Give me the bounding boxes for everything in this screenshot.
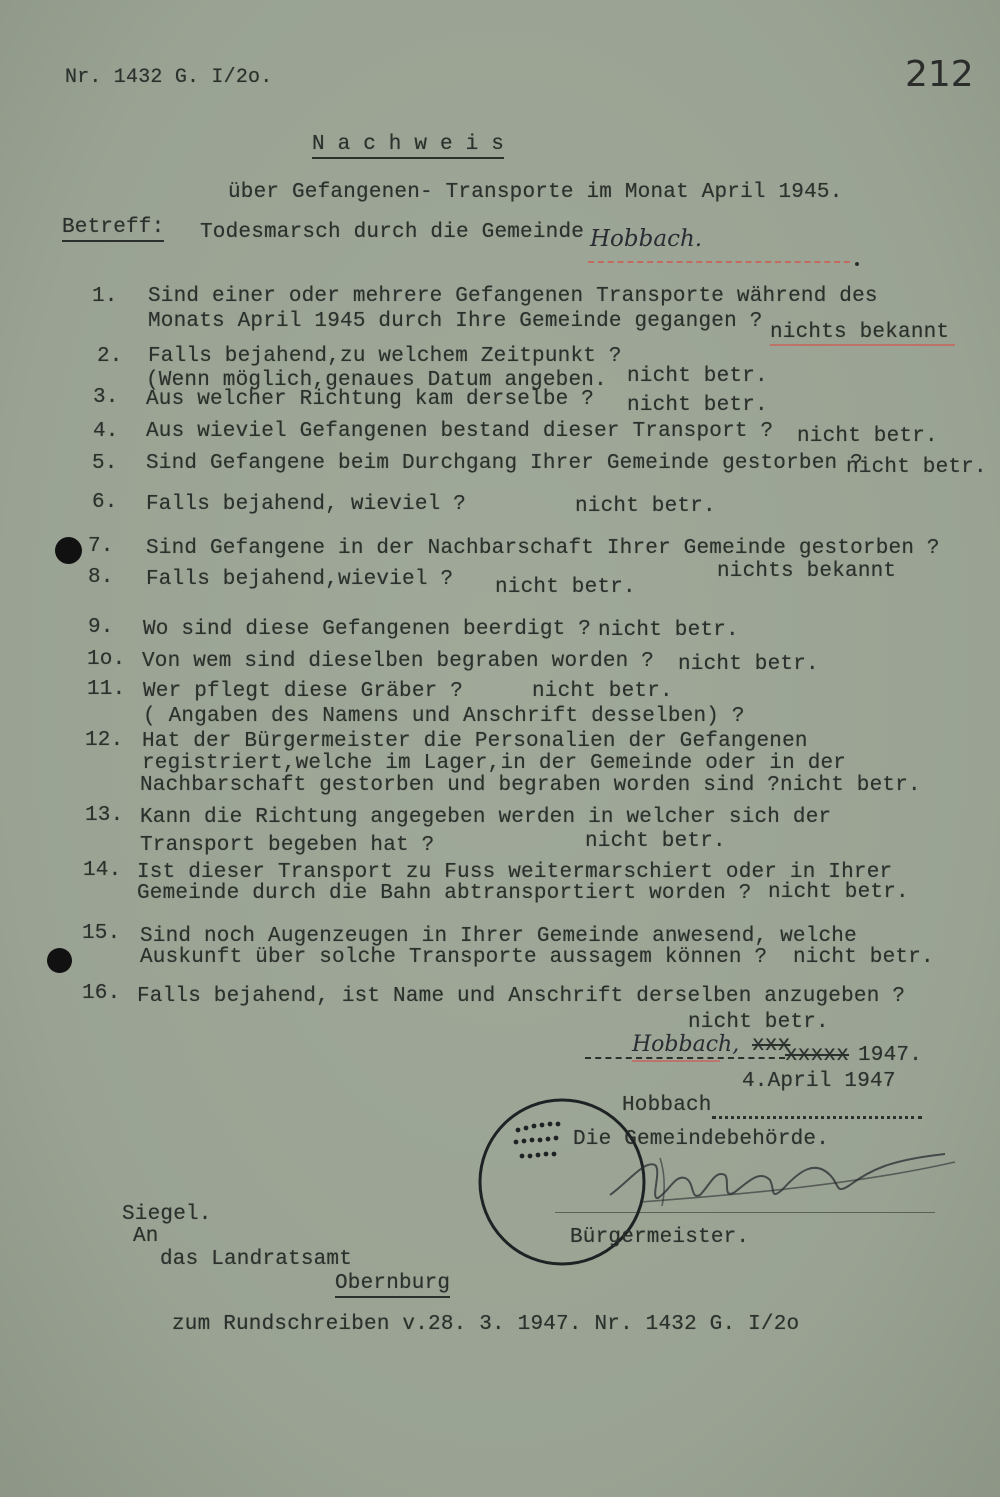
item-14-line-2: Gemeinde durch die Bahn abtransportiert worden ? (137, 882, 752, 905)
item-12-line-2: registriert,welche im Lager,in der Gemeinde oder in der (142, 752, 847, 775)
item-14-line-1: Ist dieser Transport zu Fuss weitermarschiert oder in Ihrer (137, 861, 893, 884)
signer-title: Bürgermeister. (570, 1226, 750, 1249)
item-3-line-1: Aus welcher Richtung kam derselbe ? (146, 388, 595, 411)
item-15-line-2: Auskunft über solche Transporte aussagem können ? (140, 946, 768, 969)
signature-line (555, 1212, 935, 1213)
red-pencil-underline-closing (632, 1060, 720, 1062)
item-15-answer: nicht betr. (793, 946, 934, 969)
item-13-line-2: Transport begeben hat ? (140, 834, 435, 857)
item-13-line-1: Kann die Richtung angegeben werden in welcher sich der (140, 806, 832, 829)
item-1-answer: nichts bekannt (770, 321, 950, 344)
item-10-answer: nicht betr. (678, 653, 819, 676)
item-8-line-1: Falls bejahend,wieviel ? (146, 568, 454, 591)
mayor-signature (600, 1140, 960, 1220)
item-7-line-1: Sind Gefangene in der Nachbarschaft Ihrer Gemeinde gestorben ? (146, 537, 940, 560)
authority-name: Die Gemeindebehörde. (573, 1128, 830, 1151)
authority-place: Hobbach (622, 1094, 712, 1117)
item-12-answer: nicht betr. (780, 774, 921, 797)
subject-text: Todesmarsch durch die Gemeinde (200, 221, 585, 244)
footer-reference: zum Rundschreiben v.28. 3. 1947. Nr. 1432 G. I/2o (172, 1313, 800, 1336)
item-13-answer: nicht betr. (585, 830, 726, 853)
item-4-answer: nicht betr. (797, 425, 938, 448)
item-2-line-2: (Wenn möglich,genaues Datum angeben. (146, 369, 607, 392)
item-14-answer: nicht betr. (768, 881, 909, 904)
item-16-line-1: Falls bejahend, ist Name und Anschrift derselben anzugeben ? (137, 985, 906, 1008)
document-reference: Nr. 1432 G. I/2o. (65, 66, 273, 89)
item-2-answer: nicht betr. (627, 365, 768, 388)
item-7-number: 7. (88, 535, 114, 558)
item-9-number: 9. (88, 616, 114, 639)
recipient-office: das Landratsamt (160, 1248, 353, 1271)
closing-year: 1947. (858, 1044, 923, 1067)
item-2-line-1: Falls bejahend,zu welchem Zeitpunkt ? (148, 345, 622, 368)
seal-label: Siegel. (122, 1203, 212, 1226)
item-6-number: 6. (92, 491, 118, 514)
item-6-line-1: Falls bejahend, wieviel ? (146, 493, 467, 516)
authority-dotted-leader (712, 1116, 922, 1119)
item-10-number: 1o. (87, 648, 126, 671)
recipient-city: Obernburg (335, 1272, 450, 1298)
recipient-to: An (133, 1225, 159, 1248)
red-pencil-underline-answer-1 (770, 344, 955, 346)
subject-label: Betreff: (62, 216, 164, 242)
item-10-line-1: Von wem sind dieselben begraben worden ? (142, 650, 655, 673)
item-2-number: 2. (97, 345, 123, 368)
closing-struck-text-1: xxx (752, 1034, 791, 1057)
closing-typed-dash-rule (585, 1057, 785, 1059)
item-1-line-2: Monats April 1945 durch Ihre Gemeinde gegangen ? (148, 310, 763, 333)
page-number: 212 (905, 54, 974, 95)
item-4-number: 4. (93, 420, 119, 443)
item-16-number: 16. (82, 982, 121, 1005)
item-11-number: 11. (87, 678, 126, 701)
subject-place-handwritten: Hobbach. (590, 226, 703, 252)
item-3-answer: nicht betr. (627, 394, 768, 417)
item-5-line-1: Sind Gefangene beim Durchgang Ihrer Gemeinde gestorben ? (146, 452, 863, 475)
item-8-number: 8. (88, 566, 114, 589)
item-14-number: 14. (83, 859, 122, 882)
item-11-answer: nicht betr. (532, 680, 673, 703)
item-15-number: 15. (82, 922, 121, 945)
red-pencil-underline-place (588, 261, 850, 263)
item-13-number: 13. (85, 804, 124, 827)
item-16-answer: nicht betr. (688, 1011, 829, 1034)
item-15-line-1: Sind noch Augenzeugen in Ihrer Gemeinde anwesend, welche (140, 925, 857, 948)
item-1-number: 1. (92, 285, 118, 308)
item-9-answer: nicht betr. (598, 619, 739, 642)
item-11-line-1: Wer pflegt diese Gräber ? (143, 680, 464, 703)
typed-period-mark (855, 262, 859, 266)
item-12-line-3: Nachbarschaft gestorben und begraben worden sind ? (140, 774, 781, 797)
item-5-answer: nicht betr. (846, 456, 987, 479)
closing-struck-text-2: xxxxx (785, 1044, 850, 1067)
item-5-number: 5. (92, 452, 118, 475)
closing-place-handwritten: Hobbach, (632, 1032, 740, 1057)
item-4-line-1: Aus wieviel Gefangenen bestand dieser Transport ? (146, 420, 774, 443)
document-title: N a c h w e i s (312, 133, 504, 159)
document-subtitle: über Gefangenen- Transporte im Monat April 1945. (228, 181, 843, 204)
punch-hole-top (55, 537, 82, 564)
item-1-line-1: Sind einer oder mehrere Gefangenen Transporte während des (148, 285, 878, 308)
item-12-line-1: Hat der Bürgermeister die Personalien der Gefangenen (142, 730, 808, 753)
item-11-line-2: ( Angaben des Namens und Anschrift desselben) ? (143, 705, 745, 728)
punch-hole-bottom (47, 948, 72, 973)
item-9-line-1: Wo sind diese Gefangenen beerdigt ? (143, 618, 592, 641)
item-12-number: 12. (85, 729, 124, 752)
item-3-number: 3. (93, 386, 119, 409)
item-8-answer: nicht betr. (495, 576, 636, 599)
item-6-answer: nicht betr. (575, 495, 716, 518)
item-7-answer: nichts bekannt (717, 560, 897, 583)
closing-date-corrected: 4.April 1947 (742, 1070, 896, 1093)
